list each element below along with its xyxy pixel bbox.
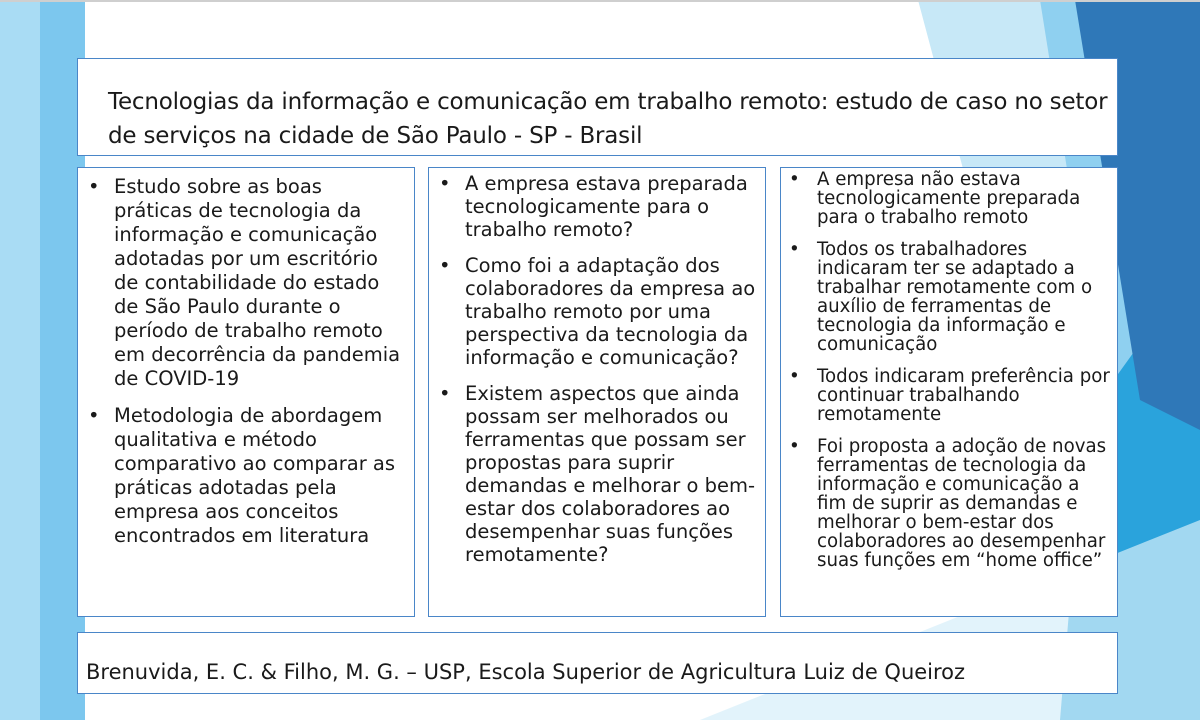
bullet-icon: • <box>439 254 451 277</box>
bullet-icon: • <box>439 172 451 195</box>
list-item-text: Todos os trabalhadores indicaram ter se adaptado a trabalhar remotamente com o auxílio de ferramentas de tecnologia da informação e comunicação <box>817 239 1093 355</box>
column-objective <box>77 167 415 617</box>
title-box <box>77 58 1118 156</box>
list-item <box>439 254 757 369</box>
slide-title: Tecnologias da informação e comunicação em trabalho remoto: estudo de caso no setor de serviços na cidade de São Paulo - SP - Brasil <box>108 89 1108 149</box>
list-item-text: Como foi a adaptação dos colaboradores da empresa ao trabalho remoto por uma perspectiva da tecnologia da informação e comunicação? <box>465 254 756 369</box>
list-item-text: A empresa estava preparada tecnologicamente para o trabalho remoto? <box>465 172 748 241</box>
list-item-text: Existem aspectos que ainda possam ser melhorados ou ferramentas que possam ser propostas para suprir demandas e melhorar o bem-estar dos colaboradores ao desempenhar suas funções remotamente? <box>465 382 755 566</box>
list-item <box>88 404 406 548</box>
list-item <box>789 170 1111 227</box>
list-item-text: A empresa não estava tecnologicamente preparada para o trabalho remoto <box>817 169 1081 228</box>
list-item-text: Metodologia de abordagem qualitativa e método comparativo ao comparar as práticas adotadas pela empresa aos conceitos encontrados em literatura <box>114 404 396 547</box>
bullet-list <box>781 168 1117 570</box>
list-item <box>789 367 1111 424</box>
left-stripe-light-shape <box>0 0 40 720</box>
footer-box <box>77 632 1118 694</box>
bullet-icon: • <box>789 436 800 457</box>
bullet-icon: • <box>789 366 800 387</box>
author-credit: Brenuvida, E. C. & Filho, M. G. – USP, Escola Superior de Agricultura Luiz de Queiroz <box>86 660 966 684</box>
bullet-list <box>429 168 765 566</box>
list-item <box>88 175 406 391</box>
top-border-line <box>0 0 1200 2</box>
list-item <box>789 240 1111 354</box>
column-results <box>780 167 1118 617</box>
list-item-text: Estudo sobre as boas práticas de tecnologia da informação e comunicação adotadas por um escritório de contabilidade do estado de São Paulo durante o período de trabalho remoto em decorrência da pandemia de COVID-19 <box>114 175 401 390</box>
list-item-text: Foi proposta a adoção de novas ferramentas de tecnologia da informação e comunicação a fim de suprir as demandas e melhorar o bem-estar dos colaboradores ao desempenhar suas funções em “home office” <box>817 436 1107 571</box>
bullet-icon: • <box>789 239 800 260</box>
list-item-text: Todos indicaram preferência por continuar trabalhando remotamente <box>817 366 1110 425</box>
bullet-list <box>78 168 414 548</box>
column-questions <box>428 167 766 617</box>
bullet-icon: • <box>88 404 100 427</box>
bullet-icon: • <box>789 169 800 190</box>
bullet-icon: • <box>439 382 451 405</box>
list-item <box>439 172 757 241</box>
list-item <box>439 382 757 566</box>
list-item <box>789 437 1111 570</box>
bullet-icon: • <box>88 175 100 198</box>
